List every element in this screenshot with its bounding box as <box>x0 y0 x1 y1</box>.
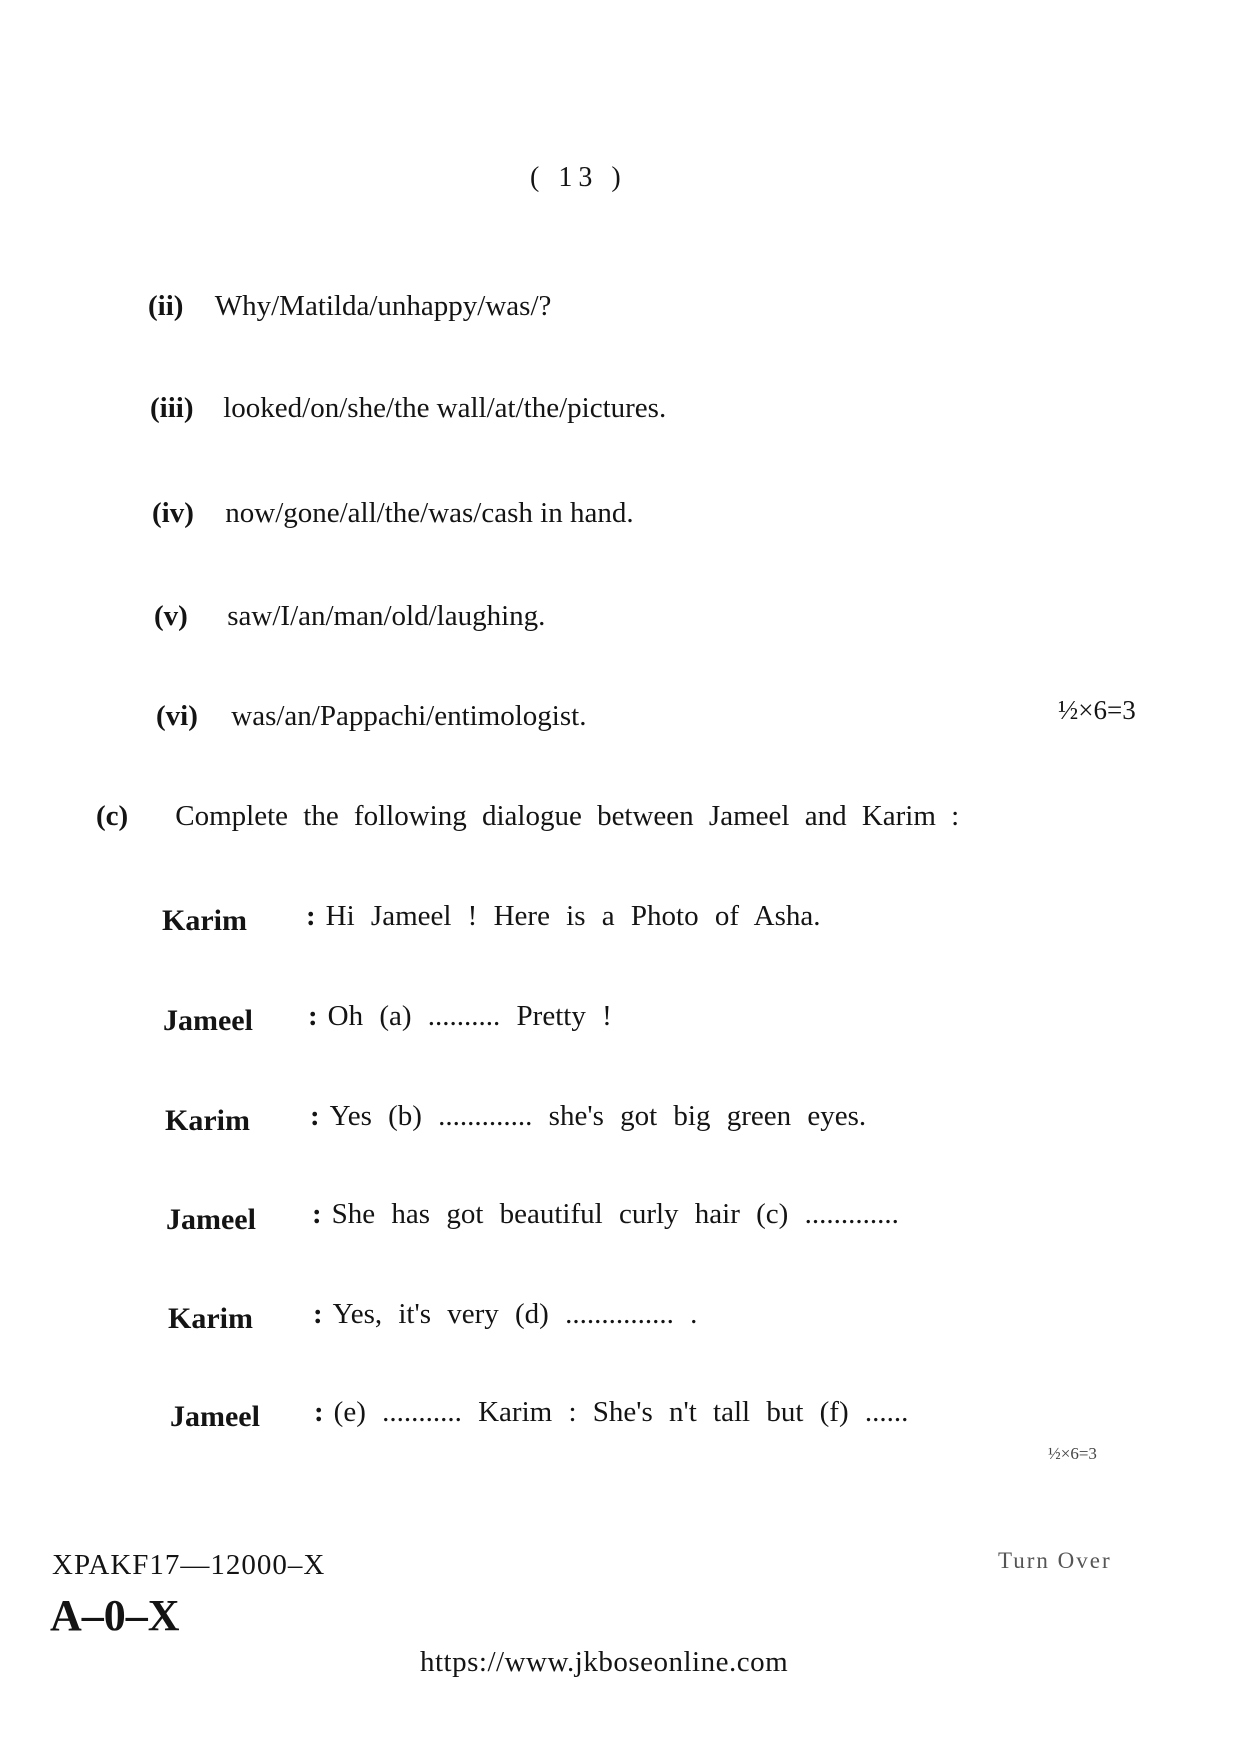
item-text: Why/Matilda/unhappy/was/? <box>214 290 552 322</box>
dialogue-line: : Yes (b) ............. she's got big green eyes. <box>310 1100 867 1132</box>
dialogue-text: Yes, it's very (d) ............... . <box>332 1298 698 1330</box>
item-text: was/an/Pappachi/entimologist. <box>231 700 587 732</box>
page-number: ( 13 ) <box>530 162 627 193</box>
item-text: looked/on/she/the wall/at/the/pictures. <box>223 392 667 424</box>
question-item-iii <box>150 392 666 425</box>
paper-code: XPAKF17—12000–X <box>52 1549 326 1581</box>
speaker-name: Jameel <box>163 1004 253 1037</box>
item-number: (vi) <box>156 700 198 732</box>
speaker-name: Jameel <box>166 1203 256 1236</box>
question-item-vi <box>156 700 586 733</box>
section-number: (c) <box>96 800 129 832</box>
dialogue-text: She has got beautiful curly hair (c) ............. <box>331 1198 899 1230</box>
question-item-ii <box>148 290 551 323</box>
turn-over-note: Turn Over <box>998 1548 1112 1573</box>
dialogue-text: Oh (a) .......... Pretty ! <box>327 1000 612 1032</box>
question-item-iv <box>152 497 634 530</box>
item-text: saw/I/an/man/old/laughing. <box>227 600 546 632</box>
dialogue-text: Yes (b) ............. she's got big green eyes. <box>329 1100 867 1132</box>
section-c-instruction <box>96 800 959 833</box>
series-code: A–0–X <box>50 1591 180 1640</box>
instruction-text: Complete the following dialogue between Jameel and Karim : <box>175 800 960 832</box>
dialogue-text: Hi Jameel ! Here is a Photo of Asha. <box>325 900 821 932</box>
item-number: (iii) <box>150 392 194 424</box>
item-number: (v) <box>154 600 188 632</box>
dialogue-text: (e) ........... Karim : She's n't tall but (f) ...... <box>333 1396 909 1428</box>
marks-allocation: ½×6=3 <box>1058 695 1136 725</box>
speaker-name: Karim <box>168 1302 253 1335</box>
item-number: (iv) <box>152 497 194 529</box>
speaker-name: Jameel <box>170 1400 260 1433</box>
dialogue-line: : Hi Jameel ! Here is a Photo of Asha. <box>306 900 821 932</box>
question-item-v <box>154 600 545 633</box>
speaker-name: Karim <box>162 904 247 937</box>
item-number: (ii) <box>148 290 184 322</box>
dialogue-line: : Yes, it's very (d) ............... . <box>313 1298 698 1330</box>
item-text: now/gone/all/the/was/cash in hand. <box>225 497 634 529</box>
dialogue-line: : Oh (a) .......... Pretty ! <box>308 1000 612 1032</box>
dialogue-line: : (e) ........... Karim : She's n't tall but (f) ...... <box>314 1396 909 1428</box>
dialogue-line: : She has got beautiful curly hair (c) ............. <box>312 1198 899 1230</box>
speaker-name: Karim <box>165 1104 250 1137</box>
marks-allocation: ½×6=3 <box>1048 1444 1097 1463</box>
source-url: https://www.jkboseonline.com <box>420 1646 789 1678</box>
